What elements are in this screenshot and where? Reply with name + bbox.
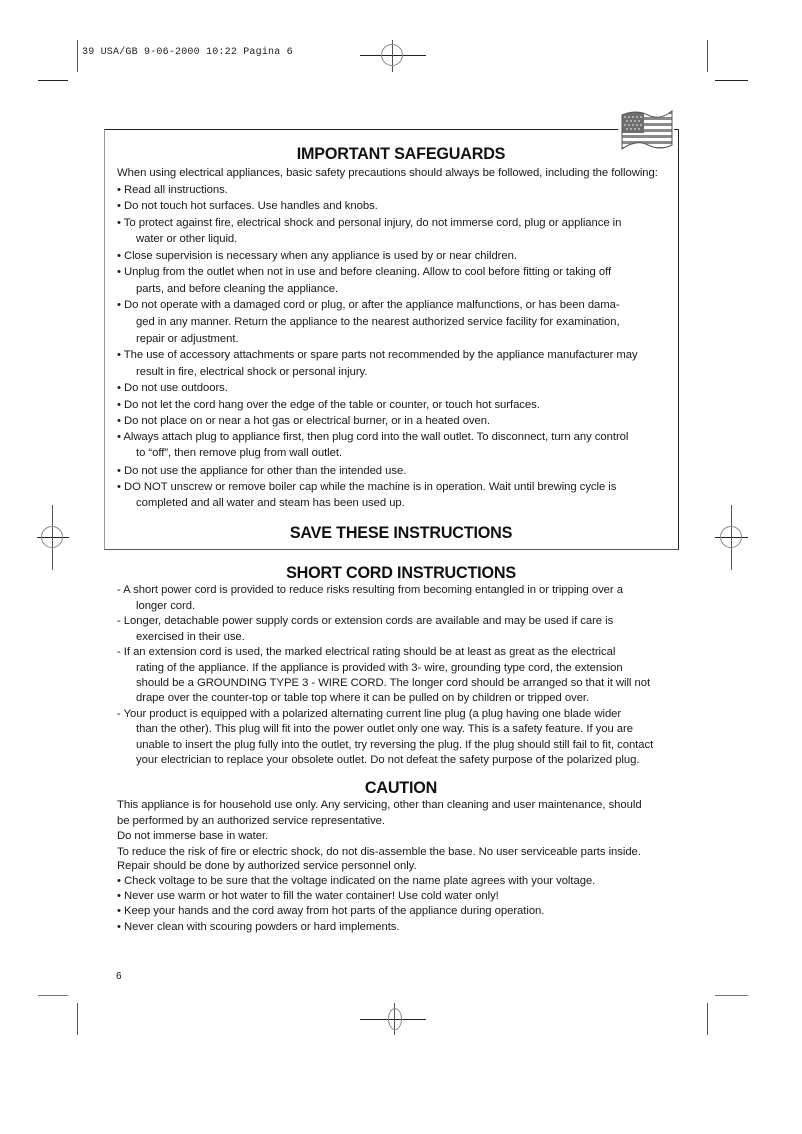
list-item: - A short power cord is provided to reduce risks resulting from becoming entangled in or tripping over a xyxy=(117,584,623,596)
list-item-continuation: should be a GROUNDING TYPE 3 - WIRE CORD. The longer cord should be arranged so that it will not xyxy=(136,677,651,689)
list-item: - Longer, detachable power supply cords or extension cords are available and may be used if care is xyxy=(117,615,614,627)
list-item-continuation: exercised in their use. xyxy=(136,631,245,643)
caution-text: This appliance is for household use only. Any servicing, other than cleaning and user maintenance, should xyxy=(117,799,642,811)
list-item-continuation: result in fire, electrical shock or personal injury. xyxy=(136,366,368,378)
list-item: - Your product is equipped with a polarized alternating current line plug (a plug having one blade wider xyxy=(117,708,622,720)
list-item-continuation: unable to insert the plug fully into the outlet, try reversing the plug. If the plug should still fail to fit, contact xyxy=(136,739,654,751)
caution-text: be performed by an authorized service representative. xyxy=(117,815,385,827)
registration-circle-icon xyxy=(388,1008,402,1030)
list-item: • Do not use the appliance for other than the intended use. xyxy=(117,465,407,477)
list-item: • Always attach plug to appliance first, then plug cord into the wall outlet. To disconnect, turn any control xyxy=(117,431,629,443)
crop-mark xyxy=(715,80,748,81)
list-item: - If an extension cord is used, the marked electrical rating should be at least as great as the electrical xyxy=(117,646,616,658)
list-item-continuation: rating of the appliance. If the appliance is provided with 3- wire, grounding type cord, the extension xyxy=(136,662,623,674)
safeguards-intro: When using electrical appliances, basic safety precautions should always be followed, including the following: xyxy=(117,167,658,179)
list-item: • Unplug from the outlet when not in use and before cleaning. Allow to cool before fitting or taking off xyxy=(117,266,612,278)
crop-mark xyxy=(715,995,748,996)
safeguards-title: IMPORTANT SAFEGUARDS xyxy=(296,144,506,163)
caution-text: Do not immerse base in water. xyxy=(117,830,269,842)
list-item-continuation: longer cord. xyxy=(136,600,196,612)
page-number: 6 xyxy=(116,971,122,982)
list-item: • Do not touch hot surfaces. Use handles and knobs. xyxy=(117,200,378,212)
caution-text: To reduce the risk of fire or electric shock, do not dis-assemble the base. No user serviceable parts inside. xyxy=(117,846,641,858)
crop-mark xyxy=(38,80,68,81)
caution-title: CAUTION xyxy=(364,778,438,797)
list-item: • Do not let the cord hang over the edge of the table or counter, or touch hot surfaces. xyxy=(117,399,540,411)
list-item: • Read all instructions. xyxy=(117,184,228,196)
crop-mark xyxy=(38,995,68,996)
list-item: • To protect against fire, electrical shock and personal injury, do not immerse cord, plug or appliance in xyxy=(117,217,622,229)
list-item: • Never use warm or hot water to fill the water container! Use cold water only! xyxy=(117,890,499,902)
list-item-continuation: completed and all water and steam has been used up. xyxy=(136,497,405,509)
registration-circle-icon xyxy=(381,44,403,66)
crop-mark xyxy=(77,1003,78,1035)
crop-mark xyxy=(707,40,708,72)
list-item: • Close supervision is necessary when any appliance is used by or near children. xyxy=(117,250,517,262)
list-item: • Do not use outdoors. xyxy=(117,382,228,394)
crop-mark xyxy=(77,40,78,72)
list-item-continuation: to “off”, then remove plug from wall outlet. xyxy=(136,447,343,459)
list-item-continuation: ged in any manner. Return the appliance to the nearest authorized service facility for examination, xyxy=(136,316,620,328)
list-item: • DO NOT unscrew or remove boiler cap while the machine is in operation. Wait until brewing cycle is xyxy=(117,481,617,493)
list-item-continuation: water or other liquid. xyxy=(136,233,238,245)
list-item: • Never clean with scouring powders or hard implements. xyxy=(117,921,400,933)
list-item: • Do not operate with a damaged cord or plug, or after the appliance malfunctions, or has been dama- xyxy=(117,299,620,311)
list-item-continuation: than the other). This plug will fit into the power outlet only one way. This is a safety feature. If you are xyxy=(136,723,633,735)
list-item: • Do not place on or near a hot gas or electrical burner, or in a heated oven. xyxy=(117,415,491,427)
list-item-continuation: parts, and before cleaning the appliance. xyxy=(136,283,339,295)
list-item: • Keep your hands and the cord away from hot parts of the appliance during operation. xyxy=(117,905,545,917)
caution-text: Repair should be done by authorized service personnel only. xyxy=(117,860,417,872)
list-item-continuation: drape over the counter-top or table top where it can be pulled on by children or tripped over. xyxy=(136,692,590,704)
print-slug: 39 USA/GB 9-06-2000 10:22 Pagina 6 xyxy=(82,47,293,58)
list-item: • The use of accessory attachments or spare parts not recommended by the appliance manufacturer may xyxy=(117,349,638,361)
crop-mark xyxy=(707,1003,708,1035)
list-item: • Check voltage to be sure that the voltage indicated on the name plate agrees with your voltage. xyxy=(117,875,596,887)
list-item-continuation: your electrician to replace your obsolete outlet. Do not defeat the safety purpose of the polarized plug. xyxy=(136,754,640,766)
save-instructions-heading: SAVE THESE INSTRUCTIONS xyxy=(289,523,513,542)
list-item-continuation: repair or adjustment. xyxy=(136,333,239,345)
short-cord-title: SHORT CORD INSTRUCTIONS xyxy=(286,563,516,582)
